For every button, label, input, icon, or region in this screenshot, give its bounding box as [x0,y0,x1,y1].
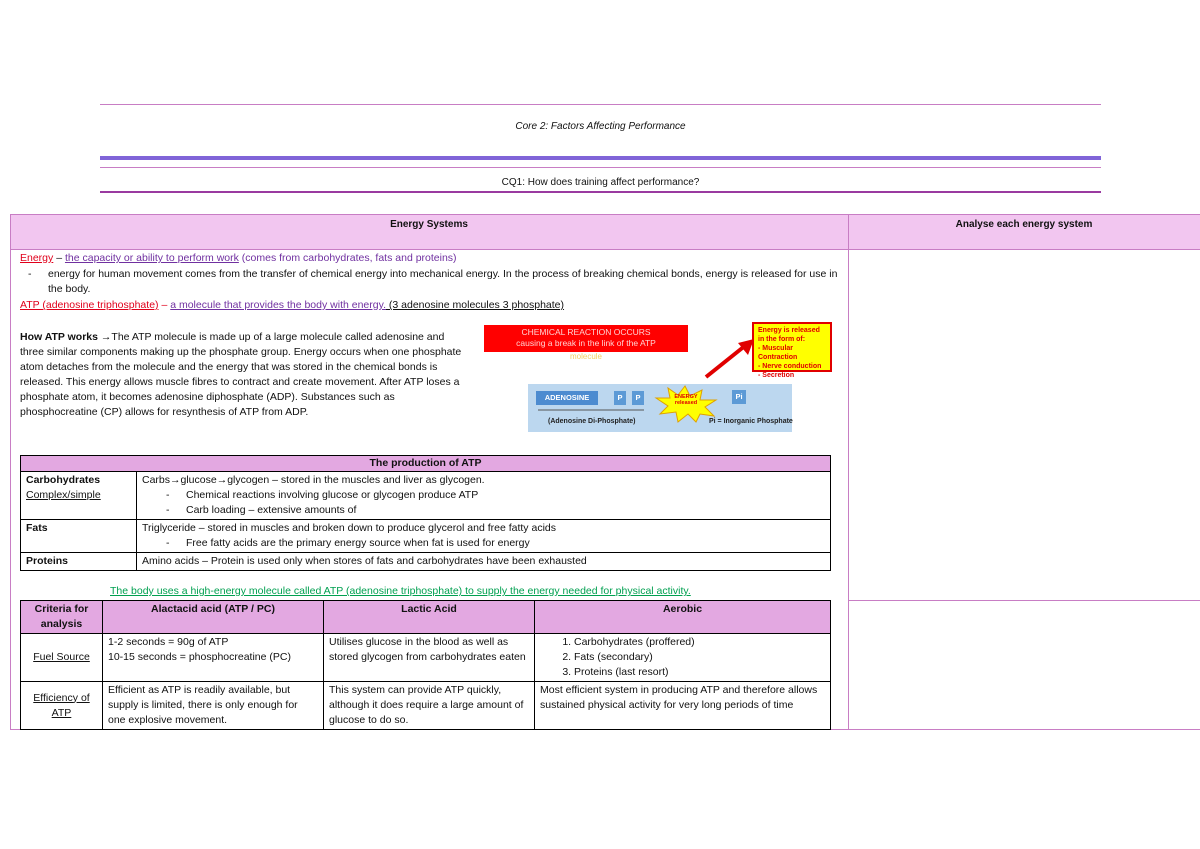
atp-dash: – [158,299,171,311]
carbs-item: - Carb loading – extensive amounts of [158,503,825,518]
efficiency-aerobic: Most efficient system in producing ATP and therefore allows sustained physical activity for very long periods of time [535,682,831,730]
column-title-analyse: Analyse each energy system [955,219,1093,230]
fuel-alactacid [103,634,324,682]
fuel-alactacid-line: 10-15 seconds = phosphocreatine (PC) [108,651,291,663]
alactacid-header: Alactacid acid (ATP / PC) [103,601,324,634]
adp-bracket [536,407,646,413]
grid-line [848,600,1200,601]
fuel-source-label: Fuel Source [21,634,103,682]
energy-release-title: Energy is released in the form of: [758,327,820,343]
atp-extra: (3 adenosine molecules 3 phosphate) [385,299,565,311]
red-arrow-icon [700,335,760,383]
phosphate-box-2: P [632,391,644,405]
atp-def: a molecule that provides the body with energy. [170,299,386,311]
energy-term: Energy [20,252,54,264]
energy-def: the capacity or ability to perform work [64,252,239,264]
carbs-label: Carbohydrates [26,474,101,486]
fuel-aerobic-item: 1. Carbohydrates (proffered) [574,635,825,650]
grid-line [848,214,849,730]
fats-content [137,520,831,553]
fuel-lactic: Utilises glucose in the blood as well as stored glycogen from carbohydrates eaten [324,634,535,682]
column-title-energy-systems: Energy Systems [390,219,468,230]
arrow-icon: → [100,331,112,343]
phosphate-box-1: P [614,391,626,405]
grid-line [10,249,1200,250]
carbs-content [137,472,831,520]
carbs-line: Carbs→glucose→glycogen – stored in the muscles and liver as glycogen. [142,474,485,486]
top-rule [100,104,1101,105]
proteins-label: Proteins [21,553,137,571]
carbs-sub: Complex/simple [26,489,101,501]
grid-line [10,214,11,730]
pi-caption: Pi = Inorganic Phosphate [709,418,793,425]
fuel-aerobic [535,634,831,682]
fuel-aerobic-item: 3. Proteins (last resort) [574,665,825,680]
energy-bullet [20,267,845,297]
fats-line: Triglyceride – stored in muscles and broken down to produce glycerol and free fatty acids [142,522,556,534]
chem-line-2: causing a break in the link of the ATP [516,338,656,348]
how-atp-works [20,330,465,420]
efficiency-label: Efficiency of ATP [21,682,103,730]
energy-extra: (comes from carbohydrates, fats and proteins) [238,252,457,264]
production-table [20,455,831,571]
carbs-label-cell [21,472,137,520]
energy-release-item: - Secretion [758,372,795,379]
efficiency-alactacid: Efficient as ATP is readily available, but supply is limited, there is only enough for one explosive movement. [103,682,324,730]
chem-line-3: molecule [569,352,602,361]
efficiency-lactic: This system can provide ATP quickly, although it does require a large amount of glucose to do so. [324,682,535,730]
adenosine-box: ADENOSINE [536,391,598,405]
aerobic-header: Aerobic [535,601,831,634]
energy-release-item: - Muscular Contraction [758,345,798,361]
proteins-line: Amino acids – Protein is used only when stores of fats and carbohydrates have been exhausted [137,553,831,571]
carbs-item: - Chemical reactions involving glucose or glycogen produce ATP [158,488,825,503]
adp-caption: (Adenosine Di-Phosphate) [548,418,636,425]
criteria-header: Criteria for analysis [21,601,103,634]
energy-release-box [752,322,832,379]
atp-definition [20,298,840,313]
fuel-aerobic-item: 2. Fats (secondary) [574,650,825,665]
energy-definition [20,251,840,266]
energy-bullet-text: - energy for human movement comes from the transfer of chemical energy into mechanical energy. In the process of breaking chemical bonds, energy is released for use in the body. [20,267,845,297]
energy-dash: – [53,252,65,264]
how-atp-heading: How ATP works [20,331,98,343]
fuel-alactacid-line: 1-2 seconds = 90g of ATP [108,636,229,648]
mid-rule [100,167,1101,168]
atp-green-note: The body uses a high-energy molecule called ATP (adenosine triphosphate) to supply the energy needed for physical activity. [110,585,691,597]
lactic-header: Lactic Acid [324,601,535,634]
fats-label: Fats [21,520,137,553]
criteria-table [20,600,831,730]
core-title: Core 2: Factors Affecting Performance [515,121,686,132]
inorganic-phosphate-box: Pi [732,390,746,404]
chem-line-1: CHEMICAL REACTION OCCURS [521,327,651,337]
how-atp-body: The ATP molecule is made up of a large molecule called adenosine and three similar components making up the phosphate group. Energy occurs when one phosphate atom detaches from the molecule and the energy that was stored in the chemical bonds is released. This energy allows muscle fibres to contract and create movement. After ATP loses a phosphate atom, it becomes adenosine diphosphate (ADP). Substances such as phosphocreatine (CP) allows for resynthesis of ATP from ADP. [20,331,462,418]
lower-rule [100,191,1101,193]
energy-burst-label: ENERGY released [674,394,698,406]
grid-line [10,214,1200,215]
cq-title: CQ1: How does training affect performance? [501,177,700,188]
atp-term: ATP (adenosine triphosphate) [20,299,159,311]
fats-item: - Free fatty acids are the primary energy source when fat is used for energy [158,536,825,551]
heavy-rule [100,156,1101,160]
chemical-reaction-box [484,325,688,352]
energy-release-item: - Nerve conduction [758,363,822,370]
production-title: The production of ATP [21,456,831,472]
